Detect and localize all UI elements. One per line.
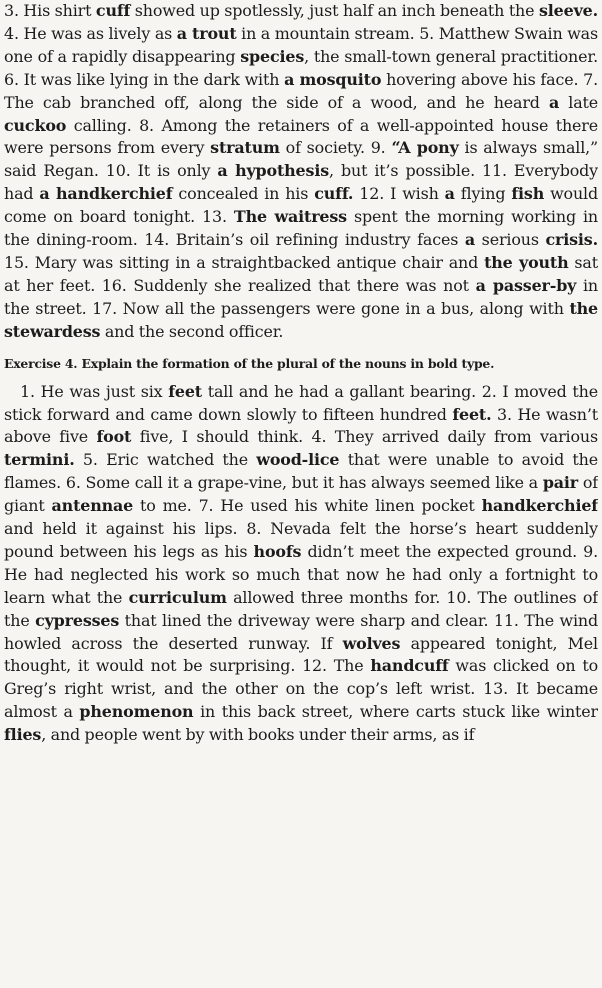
text-run: and held it against his lips. 8. Nevada felt the horse’s heart suddenly pound between his legs as his: [4, 519, 598, 561]
bold-term: pair: [542, 473, 579, 493]
bold-term: The waitress: [233, 207, 347, 227]
text-run: 15. Mary was sitting in a straightbacked antique chair and: [4, 252, 485, 272]
text-run: 1. He was just six: [20, 381, 169, 401]
bold-term: phenomenon: [79, 702, 194, 722]
text-run: hovering above his face. 7. The cab branched off, along the side of a wood, and he heard: [4, 69, 598, 112]
bold-term: a: [444, 184, 455, 204]
bold-term: antennae: [51, 496, 134, 516]
text-run: tall and he had a gallant bearing. 2. I moved the stick forward and came down slowly to fifteen hundred: [4, 381, 598, 424]
bold-term: a passer-by: [475, 275, 577, 295]
bold-term: feet.: [452, 404, 492, 424]
text-run: of giant: [4, 473, 598, 516]
text-run: in the street. 17. Now all the passengers were gone in a bus, along with: [4, 275, 598, 318]
text-run: 12. I wish: [353, 184, 445, 204]
text-run: 3. He wasn’t above five: [4, 404, 598, 447]
text-run: showed up spotlessly, just half an inch beneath the: [130, 1, 539, 20]
bold-term: cuff.: [314, 184, 354, 204]
bold-term: the stewardess: [4, 298, 598, 341]
text-run: is always small,” said Regan. 10. It is only: [4, 138, 598, 181]
text-run: late: [559, 92, 598, 112]
text-run: five, I should think. 4. They arrived daily from various: [131, 427, 598, 447]
text-run: serious: [475, 230, 546, 250]
bold-term: a trout: [176, 23, 237, 43]
bold-term: sleeve.: [538, 1, 598, 20]
text-run: 4. He was as lively as: [4, 23, 177, 43]
bold-term: the youth: [484, 252, 569, 272]
text-run: that lined the driveway were sharp and clear. 11. The wind howled across the deserted runway. If: [4, 610, 598, 653]
text-run: 3. His shirt: [4, 1, 96, 20]
text-run: didn’t meet the expected ground. 9. He had neglected his work so much that now he had only a fortnight to learn what the: [4, 541, 598, 607]
text-run: concealed in his: [172, 184, 315, 204]
text-run: appeared tonight, Mel thought, it would not be surprising. 12. The: [4, 633, 598, 676]
text-run: sat at her feet. 16. Suddenly she realized that there was not: [4, 252, 598, 295]
text-run: , the small-town general practitioner. 6. It was like lying in the dark with: [4, 46, 598, 89]
bold-term: curriculum: [128, 587, 227, 607]
bold-term: stratum: [210, 138, 280, 158]
bold-term: species: [240, 46, 305, 66]
text-run: flying: [454, 184, 512, 204]
text-run: would come on board tonight. 13.: [4, 184, 598, 227]
bold-term: cuff: [95, 1, 131, 20]
text-run: calling. 8. Among the retainers of a well-appointed house there were persons from every: [4, 115, 598, 158]
bold-term: a hypothesis: [217, 161, 330, 181]
bold-term: cuckoo: [4, 115, 67, 135]
bold-term: “A pony: [391, 138, 459, 158]
bold-term: feet: [168, 381, 202, 401]
bold-term: handkerchief: [481, 496, 598, 516]
exercise-4-heading: Exercise 4. Explain the formation of the plural of the nouns in bold type.: [4, 355, 495, 371]
bold-term: hoofs: [253, 541, 302, 561]
book-page: [4, 0, 598, 988]
bold-term: flies: [4, 725, 42, 745]
text-run: to me. 7. He used his white linen pocket: [133, 496, 482, 516]
text-run: 5. Eric watched the: [74, 450, 257, 470]
text-run: allowed three months for. 10. The outlines of the: [4, 587, 598, 630]
bold-term: wolves: [342, 633, 401, 653]
text-run: in a mountain stream. 5. Matthew Swain was one of a rapidly disappearing: [4, 23, 598, 66]
bold-term: wood-lice: [256, 450, 340, 470]
bold-term: a handkerchief: [39, 184, 173, 204]
text-run: that were unable to avoid the flames. 6. Some call it a grape-vine, but it has always seemed like a: [4, 450, 598, 493]
text-run: spent the morning working in the dining-room. 14. Britain’s oil refining industry faces: [4, 207, 598, 250]
text-run: in this back street, where carts stuck like winter: [193, 702, 598, 722]
bold-term: a: [464, 230, 476, 250]
bold-term: a: [548, 92, 560, 112]
bold-term: fish: [511, 184, 545, 204]
bold-term: crisis.: [545, 230, 598, 250]
text-run: , and people went by with books under their arms, as if: [41, 725, 475, 745]
text-run: was clicked on to Greg’s right wrist, and the other on the cop’s left wrist. 13. It became almost a: [4, 656, 598, 722]
bold-term: handcuff: [370, 656, 449, 676]
text-run: , but it’s possible. 11. Everybody had: [4, 161, 598, 204]
bold-term: foot: [96, 427, 132, 447]
exercise-3-continued-text: [4, 0, 598, 344]
text-run: and the second officer.: [100, 321, 284, 341]
bold-term: cypresses: [35, 610, 120, 630]
bold-term: termini.: [4, 450, 75, 470]
text-run: of society. 9.: [279, 138, 392, 158]
bold-term: a mosquito: [284, 69, 382, 89]
exercise-4-text: [4, 381, 598, 748]
